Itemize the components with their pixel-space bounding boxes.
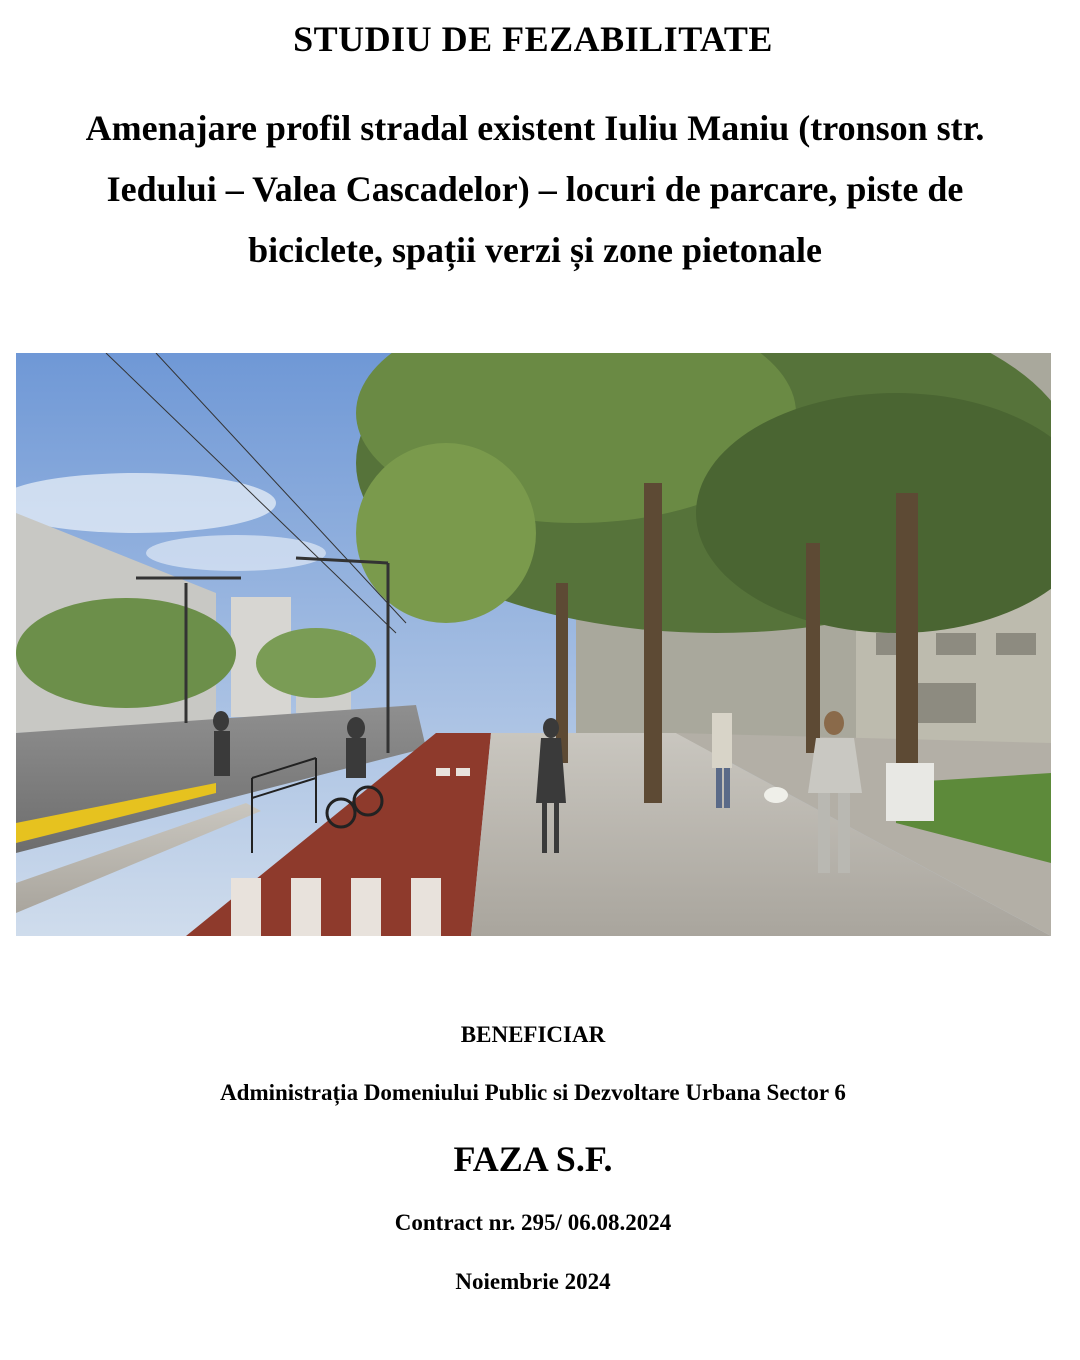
project-title [20,98,1050,281]
project-title-line-3: biciclete, spații verzi și zone pietonale [248,230,822,270]
contract-number: Contract nr. 295/ 06.08.2024 [394,1210,672,1235]
document-date: Noiembrie 2024 [455,1269,611,1294]
project-title-line-1: Amenajare profil stradal existent Iuliu Maniu (tronson str. [85,108,985,148]
document-heading: STUDIU DE FEZABILITATE [293,19,773,59]
project-phase: FAZA S.F. [453,1139,613,1179]
beneficiary-name: Administrația Domeniului Public si Dezvoltare Urbana Sector 6 [220,1080,846,1105]
beneficiary-label: BENEFICIAR [460,1022,606,1047]
project-title-line-2: Iedului – Valea Cascadelor) – locuri de parcare, piste de [106,169,964,209]
street-rendering-image [16,353,1051,936]
